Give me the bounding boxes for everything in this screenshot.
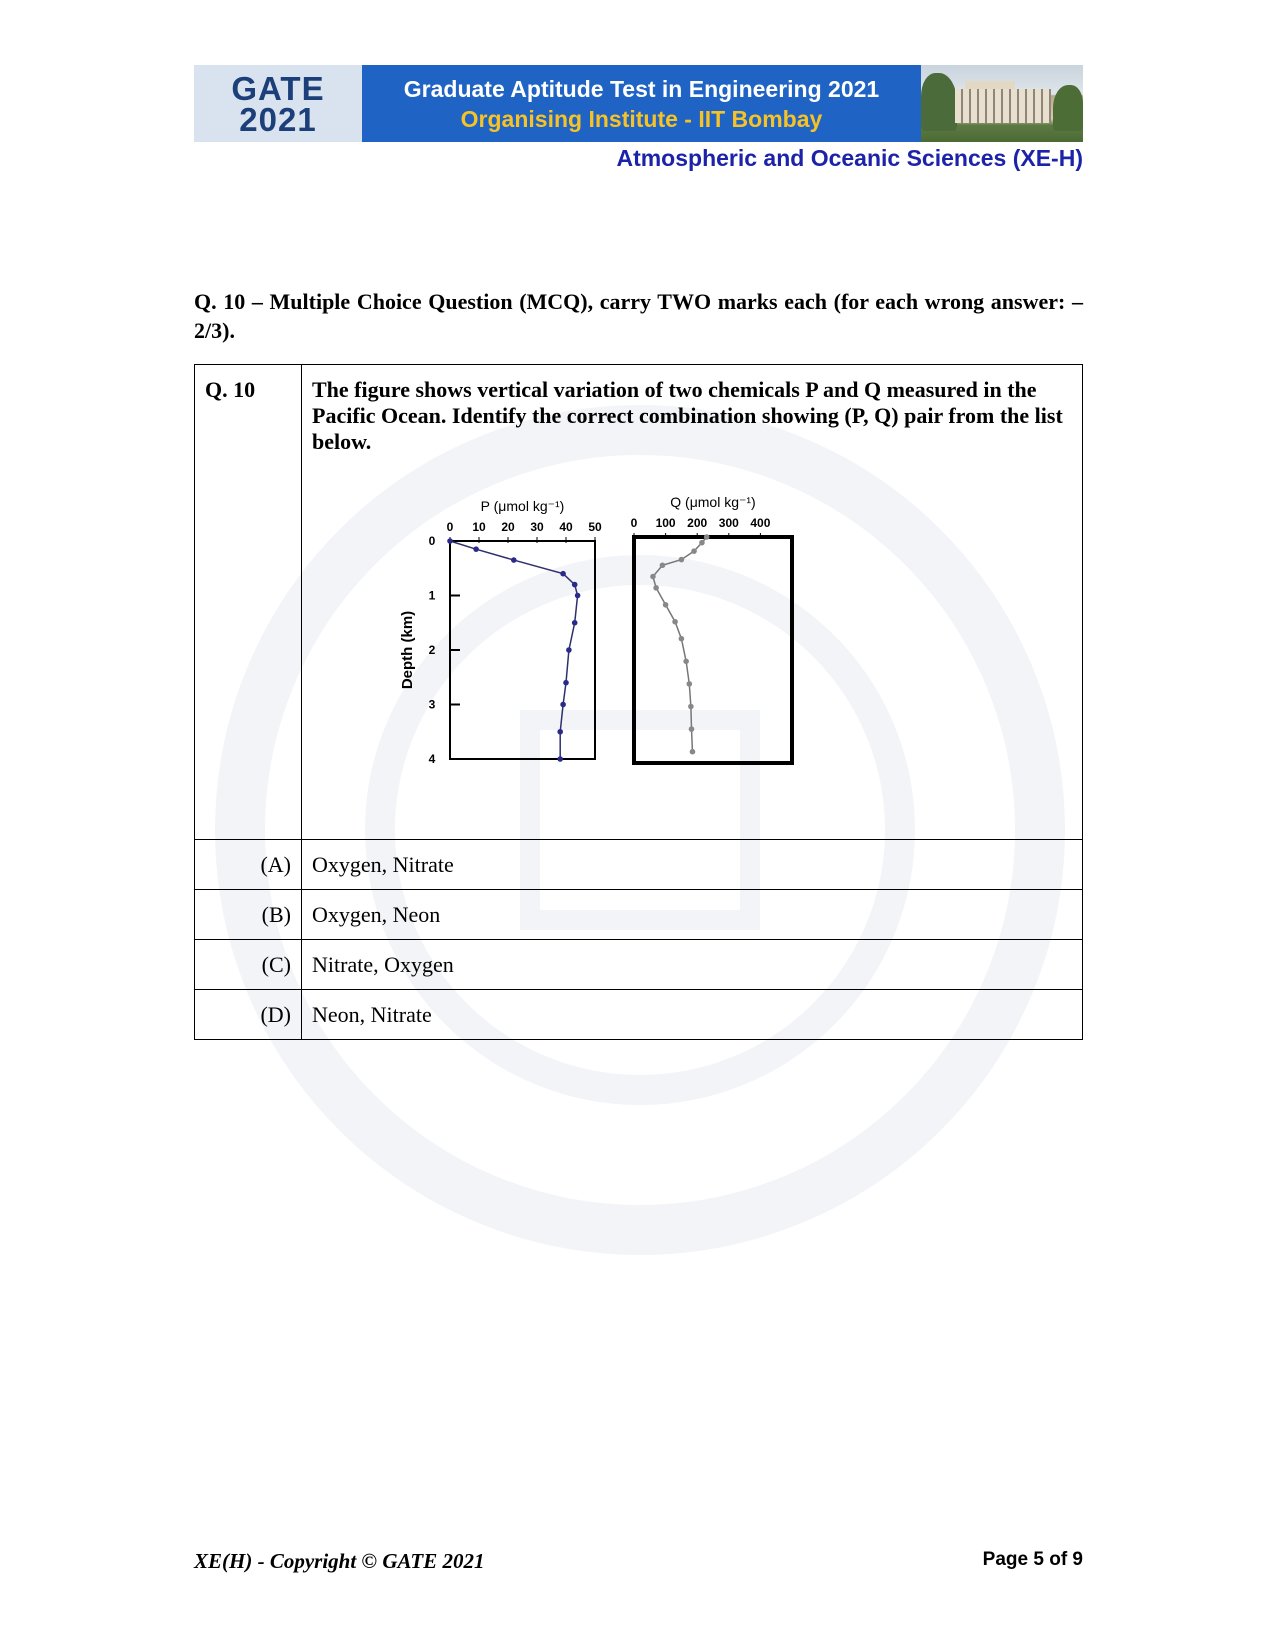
data-point xyxy=(563,680,569,686)
data-point xyxy=(683,659,689,665)
x-tick-label: 30 xyxy=(530,520,544,534)
x-tick-label: 300 xyxy=(718,516,739,530)
section-instruction: Q. 10 – Multiple Choice Question (MCQ), carry TWO marks each (for each wrong answer: – 2/3). xyxy=(194,289,1083,343)
x-tick-label: 400 xyxy=(750,516,771,530)
page-number: Page 5 of 9 xyxy=(982,1549,1083,1570)
option-label: (D) xyxy=(195,990,302,1040)
data-point xyxy=(672,619,678,625)
chart-2-title: Q (μmol kg⁻¹) xyxy=(670,494,756,510)
y-tick-label: 0 xyxy=(428,534,436,548)
data-point xyxy=(447,538,453,544)
option-text: Nitrate, Oxygen xyxy=(302,940,1083,990)
option-label: (C) xyxy=(195,940,302,990)
chart-1-title: P (μmol kg⁻¹) xyxy=(480,498,565,514)
option-text: Neon, Nitrate xyxy=(302,990,1083,1040)
data-point xyxy=(557,729,563,735)
data-point xyxy=(690,749,696,755)
banner-title xyxy=(362,65,921,142)
data-point xyxy=(679,557,685,563)
y-axis-label: Depth (km) xyxy=(399,610,416,690)
header-banner xyxy=(194,65,1083,142)
data-point xyxy=(699,540,705,546)
y-tick-label: 4 xyxy=(428,752,436,766)
x-tick-label: 40 xyxy=(559,520,573,534)
option-label: (B) xyxy=(195,890,302,940)
data-point xyxy=(557,756,563,762)
data-point xyxy=(560,571,566,577)
option-row-d[interactable] xyxy=(195,990,1083,1040)
data-point xyxy=(572,620,578,626)
data-point xyxy=(679,636,685,642)
data-point xyxy=(650,574,656,580)
option-row-c[interactable] xyxy=(195,940,1083,990)
data-point xyxy=(663,602,669,608)
question-number: Q. 10 xyxy=(195,365,302,840)
data-point xyxy=(691,548,697,554)
data-point xyxy=(688,704,694,710)
x-tick-label: 0 xyxy=(630,516,638,530)
data-point xyxy=(689,726,695,732)
question-table xyxy=(194,364,1083,1040)
option-text: Oxygen, Neon xyxy=(302,890,1083,940)
data-point xyxy=(566,647,572,653)
banner-title-line-2: Organising Institute - IIT Bombay xyxy=(460,105,823,132)
data-point xyxy=(575,593,581,599)
data-point xyxy=(653,585,659,591)
question-figure xyxy=(312,485,1072,805)
x-tick-label: 0 xyxy=(446,520,454,534)
x-tick-label: 50 xyxy=(588,520,602,534)
x-tick-label: 200 xyxy=(687,516,708,530)
option-label: (A) xyxy=(195,840,302,890)
subject-title: Atmospheric and Oceanic Sciences (XE-H) xyxy=(616,145,1083,171)
question-stem xyxy=(302,365,1083,840)
x-tick-label: 10 xyxy=(472,520,486,534)
chart-2-series-line xyxy=(653,537,707,752)
gate-logo xyxy=(194,65,362,142)
x-tick-label: 100 xyxy=(655,516,676,530)
data-point xyxy=(572,582,578,588)
data-point xyxy=(704,534,710,540)
chart-1-frame xyxy=(450,541,595,759)
y-tick-label: 1 xyxy=(428,588,436,603)
x-tick-label: 20 xyxy=(501,520,515,534)
y-tick-label: 3 xyxy=(428,697,436,712)
logo-line-1: GATE xyxy=(231,69,325,107)
banner-title-line-1: Graduate Aptitude Test in Engineering 2021 xyxy=(403,75,880,102)
data-point xyxy=(687,681,693,687)
footer-copyright: XE(H) - Copyright © GATE 2021 xyxy=(194,1549,485,1573)
institute-building-image xyxy=(921,65,1083,142)
option-row-b[interactable] xyxy=(195,890,1083,940)
data-point xyxy=(560,702,566,708)
data-point xyxy=(473,546,479,552)
y-tick-label: 2 xyxy=(428,643,436,657)
question-text: The figure shows vertical variation of two chemicals P and Q measured in the Pacific Ocean. Identify the correct combination showing (P, Q) pair from the list below. xyxy=(312,377,1063,454)
option-text: Oxygen, Nitrate xyxy=(302,840,1083,890)
option-row-a[interactable] xyxy=(195,840,1083,890)
chart-1-series-line xyxy=(450,541,578,759)
logo-line-2: 2021 xyxy=(239,100,317,138)
depth-profile-charts xyxy=(312,485,1072,805)
data-point xyxy=(660,562,666,568)
data-point xyxy=(511,557,517,563)
